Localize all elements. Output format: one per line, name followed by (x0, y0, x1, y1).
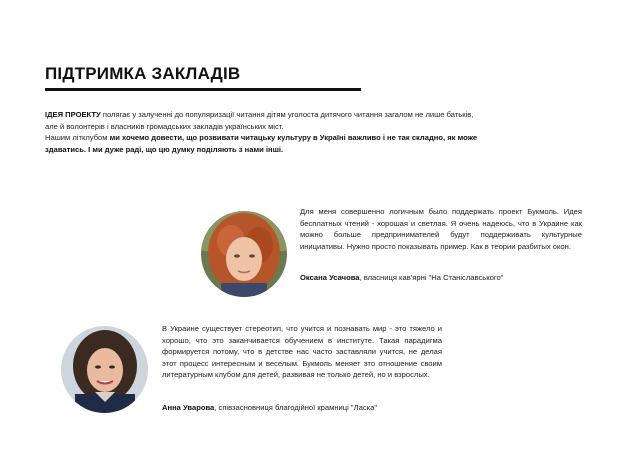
testimonial-role-1: , власниця кав'ярні "На Станіславського" (359, 273, 504, 282)
intro-second-text: Нашим літклубом (45, 133, 110, 143)
intro-lead-bold: ІДЕЯ ПРОЕКТУ (45, 110, 101, 119)
testimonial-name-1: Оксана Усачова (300, 273, 360, 282)
title-underline (45, 88, 361, 91)
testimonial-attribution-1 (300, 272, 503, 283)
intro-lead-text: полягає у залученні до популяризації читання дітям уголоста дитячого читання загалом не лише батьків, але й волонтерів і власників громадських закладів українських міст. (45, 110, 474, 131)
intro-paragraph (45, 109, 485, 155)
testimonial-quote-2: В Украине существует стереотип, что учится и познавать мир - это тяжело и хорошо, что это заканчивается обучением в институте. Такая парадигма формируется потому, что в детстве нас часто заставляли учится, не делая этот процесс интересным и веселым. Букмоль меняет это отношение своим литературным клубом для детей, развивая не только детей, но и взрослых. (162, 324, 442, 380)
avatar-oksana (201, 211, 287, 297)
avatar-anna (61, 326, 148, 413)
testimonial-name-2: Анна Уварова (162, 403, 215, 412)
testimonial-quote-1: Для меня совершенно логичным было поддержать проект Букмоль. Идея бесплатных чтений - хорошая и светлая. Я очень надеюсь, что в Украине как можно больше предпринимателей будут поддерживать культурные инициативы. Нужно просто показывать пример. Как в теории разбитых окон. (300, 207, 582, 251)
testimonial-attribution-2 (162, 402, 377, 413)
testimonial-role-2: , співзасновниця благодійної крамниці "Ласка" (214, 403, 378, 412)
intro-second-bold: ми хочемо довести, що розвивати читацьку культуру в Україні важливо і не так складно, як може здаватись. І ми дуже раді, що цю думку поділяють з нами інші. (45, 133, 478, 154)
page-title: ПІДТРИМКА ЗАКЛАДІВ (45, 64, 241, 83)
